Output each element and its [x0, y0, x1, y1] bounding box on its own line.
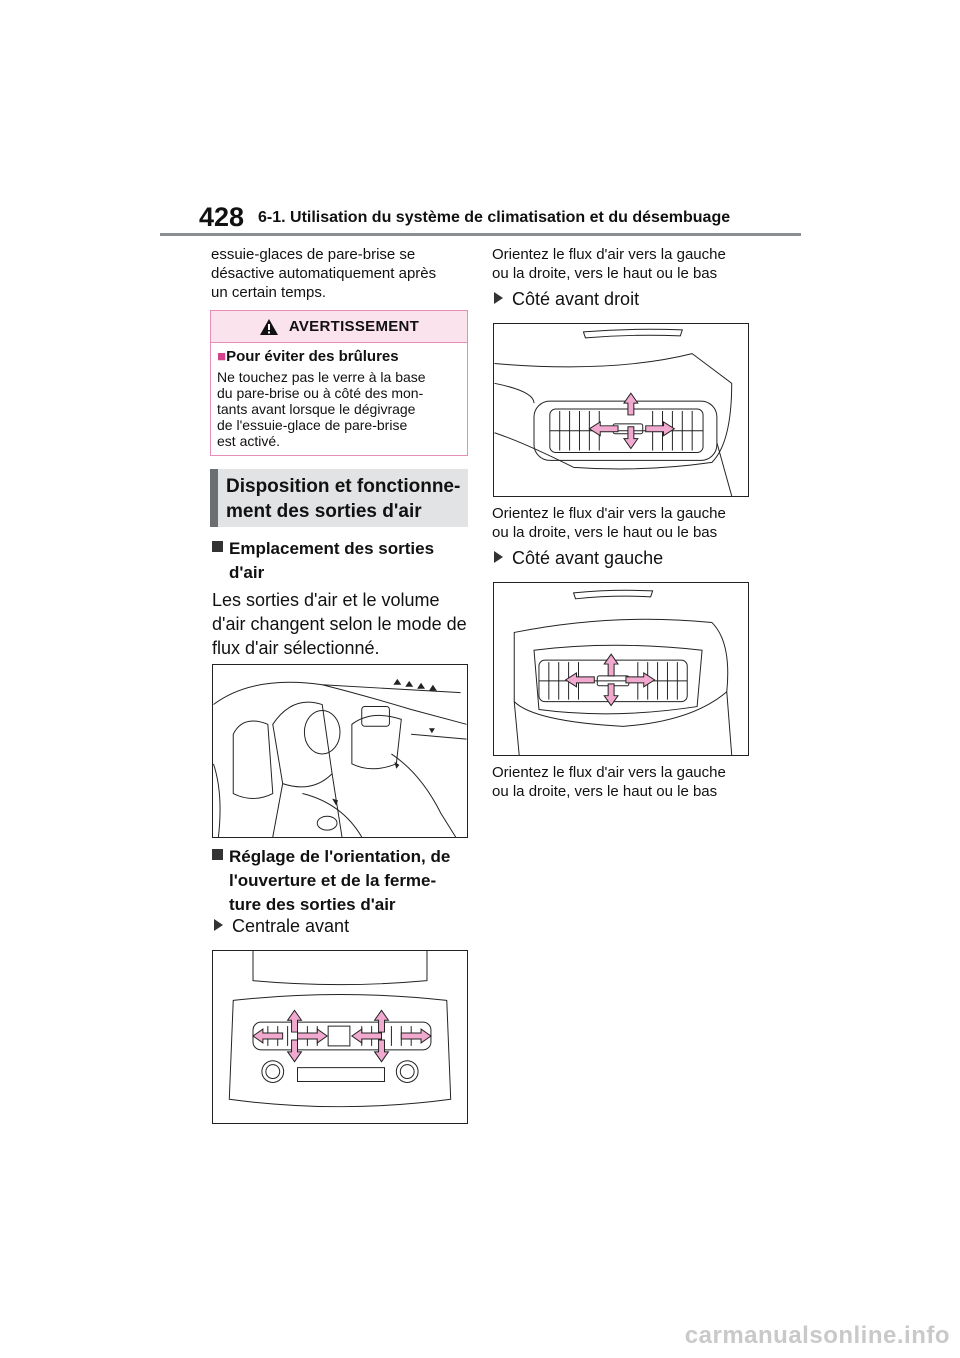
square-bullet-icon [212, 849, 223, 860]
triangle-bullet-icon [214, 919, 223, 931]
section-title: Disposition et fonctionne- ment des sorties d'air [210, 469, 468, 527]
warning-body: Ne touchez pas le verre à la base du pare-brise ou à côté des mon- tants avant lorsque le dégivrage de l'essuie-glace de pare-brise est activé. [217, 369, 426, 449]
center-vents-illustration [213, 951, 467, 1123]
left-vent-illustration [494, 583, 748, 755]
intro-text: essuie-glaces de pare-brise se désactive automatiquement après un certain temps. [211, 246, 437, 301]
warning-subtitle: ■Pour éviter des brûlures [217, 348, 399, 365]
watermark: carmanualsonline.info [684, 1322, 950, 1349]
warning-title: AVERTISSEMENT [288, 318, 420, 335]
square-bullet-icon: ■ [217, 348, 227, 365]
warning-header [211, 311, 467, 343]
right-vent-illustration [494, 324, 748, 496]
location-paragraph: Les sorties d'air et le volume d'air changent selon le mode de flux d'air sélectionné. [212, 590, 467, 658]
page-number: 428 [199, 202, 245, 232]
warning-triangle-icon [259, 318, 279, 336]
cabin-illustration [213, 665, 467, 837]
item-front-left: Côté avant gauche [494, 546, 663, 570]
item-front-right: Côté avant droit [494, 287, 639, 311]
triangle-bullet-icon [494, 292, 503, 304]
warning-box [210, 310, 468, 456]
figure-cabin-airflow [212, 664, 468, 838]
triangle-bullet-icon [494, 551, 503, 563]
figure-right-vent [493, 323, 749, 497]
item-center-front: Centrale avant [214, 914, 349, 938]
caption-mid: Orientez le flux d'air vers la gauche ou la droite, vers le haut ou le bas [492, 505, 726, 541]
header-rule [160, 233, 801, 236]
square-bullet-icon [212, 541, 223, 552]
caption-bottom: Orientez le flux d'air vers la gauche ou la droite, vers le haut ou le bas [492, 764, 726, 800]
figure-center-vents [212, 950, 468, 1124]
caption-top: Orientez le flux d'air vers la gauche ou la droite, vers le haut ou le bas [492, 246, 726, 282]
subheading-location: Emplacement des sorties d'air [212, 537, 474, 585]
chapter-title: 6-1. Utilisation du système de climatisation et du désembuage [258, 209, 731, 226]
figure-left-vent [493, 582, 749, 756]
subheading-adjustment: Réglage de l'orientation, de l'ouverture et de la ferme- ture des sorties d'air [212, 845, 474, 917]
